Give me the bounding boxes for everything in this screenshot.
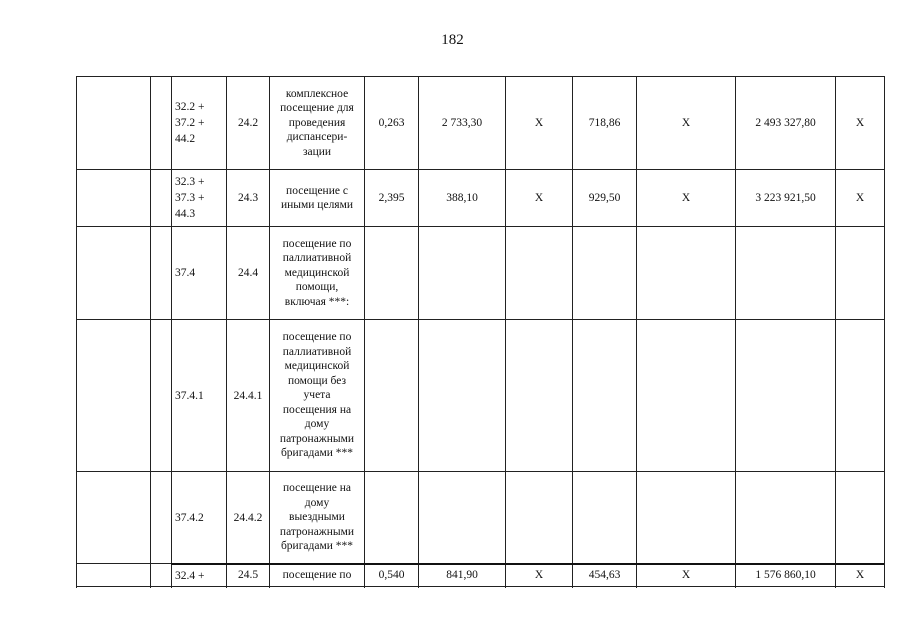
value-cell: [419, 472, 506, 564]
value-cell: X: [836, 77, 885, 170]
empty-cell: [151, 564, 172, 589]
number-cell: 24.3: [227, 170, 270, 227]
table-row: [77, 170, 885, 227]
value-cell: [419, 320, 506, 472]
value-cell: [637, 227, 736, 320]
value-cell: 1 576 860,10: [736, 564, 836, 589]
value-cell: X: [637, 170, 736, 227]
value-cell: [365, 472, 419, 564]
table-row: [77, 320, 885, 472]
value-cell: [573, 227, 637, 320]
value-cell: [419, 227, 506, 320]
page-cut-rule: [76, 586, 884, 587]
empty-cell: [77, 77, 151, 170]
empty-cell: [77, 170, 151, 227]
code-cell: 32.4 +: [172, 564, 227, 589]
value-cell: 2,395: [365, 170, 419, 227]
value-cell: 0,263: [365, 77, 419, 170]
description-cell: посещение с иными целями: [270, 170, 365, 227]
description-cell: комплексное посещение для проведения диспансери- зации: [270, 77, 365, 170]
value-cell: 0,540: [365, 564, 419, 589]
value-cell: X: [637, 564, 736, 589]
value-cell: 841,90: [419, 564, 506, 589]
empty-cell: [77, 320, 151, 472]
number-cell: 24.5: [227, 564, 270, 589]
table-row: [77, 77, 885, 170]
value-cell: X: [836, 170, 885, 227]
value-cell: [506, 320, 573, 472]
empty-cell: [151, 227, 172, 320]
value-cell: 454,63: [573, 564, 637, 589]
empty-cell: [151, 170, 172, 227]
description-cell: посещение по паллиативной медицинской помощи, включая ***:: [270, 227, 365, 320]
table-row: [77, 564, 885, 589]
value-cell: X: [836, 564, 885, 589]
description-cell: посещение на дому выездными патронажными бригадами ***: [270, 472, 365, 564]
value-cell: 718,86: [573, 77, 637, 170]
value-cell: [573, 320, 637, 472]
value-cell: [365, 227, 419, 320]
value-cell: [506, 472, 573, 564]
value-cell: [836, 227, 885, 320]
page-number: 182: [441, 32, 464, 48]
empty-cell: [151, 77, 172, 170]
value-cell: [836, 320, 885, 472]
empty-cell: [151, 320, 172, 472]
empty-cell: [77, 564, 151, 589]
empty-cell: [151, 472, 172, 564]
row-separator-rule: [171, 563, 884, 565]
code-cell: 37.4: [172, 227, 227, 320]
value-cell: [573, 472, 637, 564]
number-cell: 24.2: [227, 77, 270, 170]
description-cell: посещение по: [270, 564, 365, 589]
code-cell: 37.4.2: [172, 472, 227, 564]
table-row: [77, 472, 885, 564]
value-cell: [637, 472, 736, 564]
value-cell: X: [506, 564, 573, 589]
value-cell: X: [506, 77, 573, 170]
code-cell: 32.3 + 37.3 + 44.3: [172, 170, 227, 227]
value-cell: [637, 320, 736, 472]
table-row: [77, 227, 885, 320]
value-cell: 3 223 921,50: [736, 170, 836, 227]
value-cell: [736, 320, 836, 472]
value-cell: [365, 320, 419, 472]
value-cell: [836, 472, 885, 564]
value-cell: [736, 227, 836, 320]
code-cell: 32.2 + 37.2 + 44.2: [172, 77, 227, 170]
value-cell: [506, 227, 573, 320]
value-cell: 388,10: [419, 170, 506, 227]
value-cell: 2 733,30: [419, 77, 506, 170]
value-cell: 929,50: [573, 170, 637, 227]
number-cell: 24.4: [227, 227, 270, 320]
value-cell: 2 493 327,80: [736, 77, 836, 170]
description-cell: посещение по паллиативной медицинской помощи без учета посещения на дому патронажными бригадами ***: [270, 320, 365, 472]
empty-cell: [77, 472, 151, 564]
number-cell: 24.4.1: [227, 320, 270, 472]
value-cell: X: [637, 77, 736, 170]
value-cell: [736, 472, 836, 564]
empty-cell: [77, 227, 151, 320]
data-table: [76, 76, 885, 588]
number-cell: 24.4.2: [227, 472, 270, 564]
value-cell: X: [506, 170, 573, 227]
code-cell: 37.4.1: [172, 320, 227, 472]
